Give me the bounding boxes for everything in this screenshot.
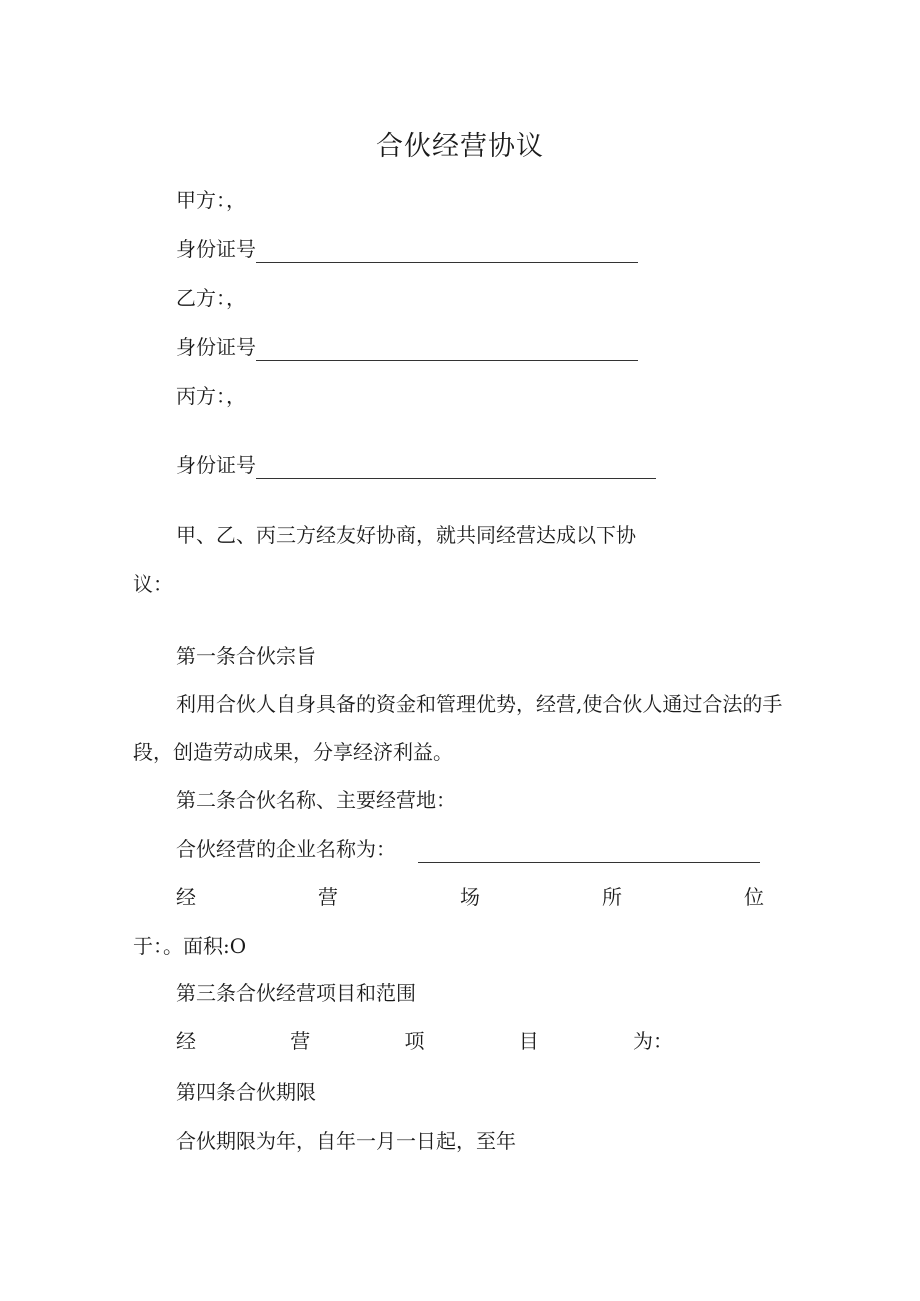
article4-line-1: 合伙期限为年，自年一月一日起，至年 xyxy=(176,1129,516,1153)
scope-char: 目 xyxy=(518,1029,539,1053)
place-char: 所 xyxy=(602,885,622,909)
article3-scope-line xyxy=(176,1027,673,1055)
article2-place-line-2: 于：。面积:O xyxy=(133,934,247,958)
article4-title: 第四条合伙期限 xyxy=(176,1080,316,1104)
article2-place-line xyxy=(176,883,764,911)
article2-title: 第二条合伙名称、主要经营地： xyxy=(176,788,456,812)
intro-line-2: 议： xyxy=(133,572,173,596)
article2-name-line xyxy=(176,835,760,863)
scope-char: 营 xyxy=(290,1029,311,1053)
article1-line-1: 利用合伙人自身具备的资金和管理优势，经营,使合伙人通过合法的手 xyxy=(176,692,783,716)
party-a-id-blank xyxy=(256,240,638,263)
scope-char: 项 xyxy=(404,1029,425,1053)
place-char: 经 xyxy=(176,885,196,909)
id-label: 身份证号 xyxy=(176,453,256,477)
place-char: 位 xyxy=(744,885,764,909)
id-label: 身份证号 xyxy=(176,335,256,359)
party-a-id-line xyxy=(176,235,638,263)
company-name-blank xyxy=(418,840,760,863)
party-b-id-line xyxy=(176,333,638,361)
party-c-id-line xyxy=(176,451,656,479)
party-a-line: 甲方：， xyxy=(176,188,246,212)
party-b-line: 乙方：， xyxy=(176,286,246,310)
article3-title: 第三条合伙经营项目和范围 xyxy=(176,981,416,1005)
document-title: 合伙经营协议 xyxy=(376,131,544,162)
party-c-id-blank xyxy=(256,456,656,479)
article1-line-2: 段，创造劳动成果，分享经济利益。 xyxy=(133,740,453,764)
party-b-id-blank xyxy=(256,338,638,361)
place-char: 场 xyxy=(460,885,480,909)
intro-line-1: 甲、乙、丙三方经友好协商，就共同经营达成以下协 xyxy=(176,523,636,547)
article2-name-label: 合伙经营的企业名称为： xyxy=(176,837,396,861)
article1-title: 第一条合伙宗旨 xyxy=(176,644,316,668)
party-c-line: 丙方：， xyxy=(176,384,246,408)
scope-char: 为： xyxy=(633,1029,673,1053)
scope-char: 经 xyxy=(176,1029,196,1053)
id-label: 身份证号 xyxy=(176,237,256,261)
place-char: 营 xyxy=(318,885,338,909)
